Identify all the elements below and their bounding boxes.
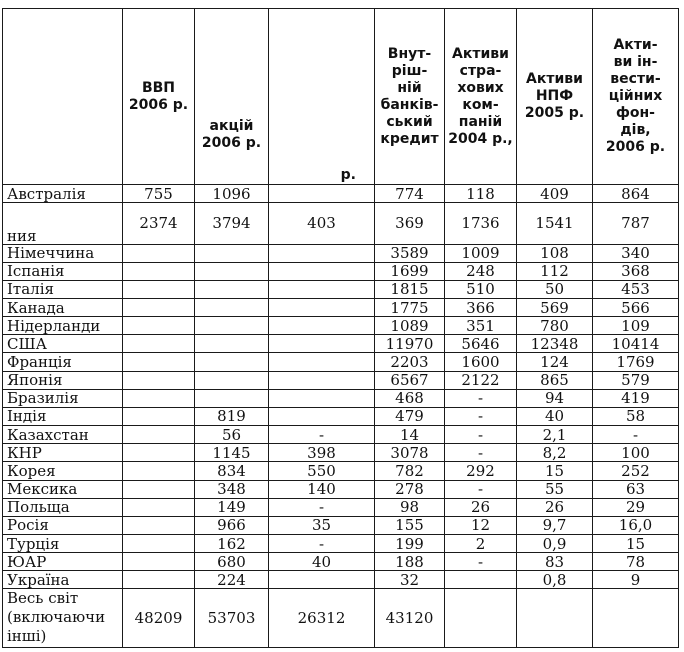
cell-domestic-credit: 188 — [375, 553, 445, 571]
header-line: банків- — [380, 96, 439, 113]
cell-bonds: 403 — [269, 203, 375, 244]
cell-country: Казахстан — [3, 426, 123, 444]
table-row — [3, 280, 679, 298]
cell-pension-assets — [517, 589, 593, 648]
cell-pension-assets: 0,9 — [517, 535, 593, 553]
table-row — [3, 353, 679, 371]
table-row — [3, 407, 679, 425]
header-line: 2005 р. — [524, 105, 585, 121]
cell-pension-assets: 409 — [517, 185, 593, 203]
cell-domestic-credit: 3589 — [375, 244, 445, 262]
cell-domestic-credit: 43120 — [375, 589, 445, 648]
cell-bonds: 398 — [269, 444, 375, 462]
cell-insurance-assets: - — [445, 426, 517, 444]
cell-pension-assets: 50 — [517, 280, 593, 298]
cell-country: Канада — [3, 298, 123, 316]
header-line: кредит — [380, 130, 439, 147]
header-fund-assets — [593, 9, 679, 185]
cell-domestic-credit: 369 — [375, 203, 445, 244]
cell-fund-assets: 16,0 — [593, 516, 679, 534]
cell-insurance-assets: - — [445, 553, 517, 571]
cell-fund-assets: - — [593, 426, 679, 444]
cell-fund-assets: 368 — [593, 262, 679, 280]
cell-bonds: - — [269, 535, 375, 553]
cell-insurance-assets: - — [445, 480, 517, 498]
table-row — [3, 389, 679, 407]
cell-fund-assets: 9 — [593, 571, 679, 589]
cell-stocks: 1096 — [195, 185, 269, 203]
cell-stocks — [195, 353, 269, 371]
cell-insurance-assets — [445, 571, 517, 589]
header-line: ком- — [462, 96, 499, 113]
cell-stocks: 53703 — [195, 589, 269, 648]
cell-insurance-assets: 12 — [445, 516, 517, 534]
cell-pension-assets: 865 — [517, 371, 593, 389]
cell-fund-assets: 109 — [593, 317, 679, 335]
header-line: стра- — [459, 62, 502, 79]
header-line: вести- — [610, 71, 661, 87]
cell-country: Бразилія — [3, 389, 123, 407]
table-row — [3, 185, 679, 203]
cell-insurance-assets: 1736 — [445, 203, 517, 244]
table-row — [3, 535, 679, 553]
cell-insurance-assets: - — [445, 407, 517, 425]
cell-domestic-credit: 2203 — [375, 353, 445, 371]
cell-fund-assets: 78 — [593, 553, 679, 571]
cell-gdp — [123, 480, 195, 498]
cell-stocks — [195, 389, 269, 407]
cell-bonds: - — [269, 426, 375, 444]
cell-gdp: 48209 — [123, 589, 195, 648]
cell-stocks — [195, 244, 269, 262]
cell-insurance-assets: 5646 — [445, 335, 517, 353]
header-line: Активи — [526, 71, 583, 87]
cell-country: Росія — [3, 516, 123, 534]
cell-country: Франція — [3, 353, 123, 371]
cell-domestic-credit: 6567 — [375, 371, 445, 389]
cell-bonds — [269, 335, 375, 353]
cell-bonds: - — [269, 498, 375, 516]
header-line: 2004 р., — [448, 130, 513, 147]
cell-pension-assets: 124 — [517, 353, 593, 371]
cell-pension-assets: 108 — [517, 244, 593, 262]
cell-country: США — [3, 335, 123, 353]
cell-pension-assets: 8,2 — [517, 444, 593, 462]
cell-gdp — [123, 244, 195, 262]
cell-fund-assets: 787 — [593, 203, 679, 244]
cell-domestic-credit: 98 — [375, 498, 445, 516]
cell-domestic-credit: 1775 — [375, 298, 445, 316]
header-line: 2006 р. — [201, 135, 262, 151]
header-line: акцій — [209, 118, 254, 134]
table-body — [3, 185, 679, 648]
header-line: паній — [458, 113, 503, 130]
cell-fund-assets — [593, 589, 679, 648]
cell-insurance-assets: 292 — [445, 462, 517, 480]
cell-stocks: 1145 — [195, 444, 269, 462]
cell-gdp — [123, 462, 195, 480]
table-row — [3, 426, 679, 444]
cell-stocks: 149 — [195, 498, 269, 516]
cell-bonds: 40 — [269, 553, 375, 571]
cell-stocks: 834 — [195, 462, 269, 480]
cell-bonds — [269, 389, 375, 407]
cell-gdp: 2374 — [123, 203, 195, 244]
cell-domestic-credit: 11970 — [375, 335, 445, 353]
header-line: НПФ — [535, 88, 574, 104]
cell-insurance-assets: 366 — [445, 298, 517, 316]
cell-stocks — [195, 371, 269, 389]
cell-insurance-assets: 118 — [445, 185, 517, 203]
cell-pension-assets: 12348 — [517, 335, 593, 353]
header-line: 2006 р. — [128, 96, 189, 113]
cell-stocks: 56 — [195, 426, 269, 444]
cell-gdp — [123, 317, 195, 335]
cell-bonds — [269, 407, 375, 425]
header-line: ріш- — [391, 62, 428, 79]
cell-gdp — [123, 389, 195, 407]
cell-gdp — [123, 426, 195, 444]
cell-pension-assets: 40 — [517, 407, 593, 425]
header-line: ВВП — [141, 79, 176, 96]
table-row — [3, 589, 679, 648]
cell-bonds — [269, 244, 375, 262]
cell-fund-assets: 100 — [593, 444, 679, 462]
table-row — [3, 298, 679, 316]
header-line: дів, — [620, 122, 651, 138]
cell-insurance-assets — [445, 589, 517, 648]
header-line: Акти- — [613, 37, 658, 53]
cell-fund-assets: 566 — [593, 298, 679, 316]
header-country — [3, 9, 123, 185]
cell-insurance-assets: 1600 — [445, 353, 517, 371]
cell-pension-assets: 9,7 — [517, 516, 593, 534]
cell-country: Україна — [3, 571, 123, 589]
table-row — [3, 516, 679, 534]
cell-fund-assets: 63 — [593, 480, 679, 498]
table-row — [3, 262, 679, 280]
cell-bonds — [269, 280, 375, 298]
header-line: ви ін- — [613, 54, 658, 70]
cell-pension-assets: 55 — [517, 480, 593, 498]
cell-domestic-credit: 1815 — [375, 280, 445, 298]
cell-fund-assets: 453 — [593, 280, 679, 298]
header-stocks — [195, 9, 269, 185]
cell-fund-assets: 15 — [593, 535, 679, 553]
cell-stocks: 680 — [195, 553, 269, 571]
cell-pension-assets: 83 — [517, 553, 593, 571]
cell-domestic-credit: 1699 — [375, 262, 445, 280]
cell-gdp — [123, 516, 195, 534]
cell-stocks: 966 — [195, 516, 269, 534]
cell-fund-assets: 864 — [593, 185, 679, 203]
cell-fund-assets: 1769 — [593, 353, 679, 371]
cell-bonds — [269, 262, 375, 280]
data-table — [2, 8, 679, 648]
cell-stocks — [195, 335, 269, 353]
cell-pension-assets: 780 — [517, 317, 593, 335]
header-gdp — [123, 9, 195, 185]
header-line: хових — [457, 79, 504, 96]
cell-pension-assets: 569 — [517, 298, 593, 316]
cell-bonds: 140 — [269, 480, 375, 498]
cell-fund-assets: 29 — [593, 498, 679, 516]
cell-stocks: 224 — [195, 571, 269, 589]
cell-gdp: 755 — [123, 185, 195, 203]
table-row — [3, 244, 679, 262]
cell-insurance-assets: 248 — [445, 262, 517, 280]
cell-bonds — [269, 317, 375, 335]
cell-stocks: 162 — [195, 535, 269, 553]
cell-country: Польща — [3, 498, 123, 516]
cell-bonds: 550 — [269, 462, 375, 480]
cell-pension-assets: 112 — [517, 262, 593, 280]
cell-bonds — [269, 298, 375, 316]
cell-country: Іспанія — [3, 262, 123, 280]
cell-gdp — [123, 298, 195, 316]
cell-pension-assets: 2,1 — [517, 426, 593, 444]
cell-gdp — [123, 407, 195, 425]
cell-gdp — [123, 371, 195, 389]
cell-domestic-credit: 278 — [375, 480, 445, 498]
cell-gdp — [123, 553, 195, 571]
cell-country: Турція — [3, 535, 123, 553]
cell-gdp — [123, 571, 195, 589]
cell-gdp — [123, 262, 195, 280]
cell-country: Італія — [3, 280, 123, 298]
cell-country: Нідерланди — [3, 317, 123, 335]
cell-domestic-credit: 774 — [375, 185, 445, 203]
cell-country: Австралія — [3, 185, 123, 203]
cell-bonds — [269, 353, 375, 371]
cell-gdp — [123, 535, 195, 553]
cell-country: Японія — [3, 371, 123, 389]
header-insurance-assets — [445, 9, 517, 185]
cell-gdp — [123, 335, 195, 353]
cell-domestic-credit: 1089 — [375, 317, 445, 335]
header-line: Внут- — [387, 45, 432, 62]
cell-domestic-credit: 14 — [375, 426, 445, 444]
cell-domestic-credit: 199 — [375, 535, 445, 553]
header-line: 2006 р. — [605, 139, 666, 155]
cell-insurance-assets: 351 — [445, 317, 517, 335]
cell-fund-assets: 579 — [593, 371, 679, 389]
cell-stocks: 348 — [195, 480, 269, 498]
cell-country: ния — [3, 203, 123, 244]
table-row — [3, 462, 679, 480]
cell-country: Мексика — [3, 480, 123, 498]
cell-fund-assets: 58 — [593, 407, 679, 425]
cell-insurance-assets: 510 — [445, 280, 517, 298]
cell-insurance-assets: 1009 — [445, 244, 517, 262]
cell-gdp — [123, 280, 195, 298]
table-row — [3, 203, 679, 244]
cell-stocks: 819 — [195, 407, 269, 425]
cell-fund-assets: 10414 — [593, 335, 679, 353]
header-pension-assets — [517, 9, 593, 185]
cell-stocks — [195, 280, 269, 298]
cell-country: КНР — [3, 444, 123, 462]
header-bonds — [269, 9, 375, 185]
cell-stocks — [195, 262, 269, 280]
header-line: ський — [386, 113, 433, 130]
header-line: ційних — [608, 88, 663, 104]
cell-stocks — [195, 298, 269, 316]
table-row — [3, 371, 679, 389]
table-row — [3, 498, 679, 516]
cell-pension-assets: 1541 — [517, 203, 593, 244]
cell-gdp — [123, 353, 195, 371]
table-row — [3, 480, 679, 498]
cell-stocks: 3794 — [195, 203, 269, 244]
header-line: Активи — [452, 45, 509, 62]
cell-country: Корея — [3, 462, 123, 480]
cell-domestic-credit: 468 — [375, 389, 445, 407]
cell-fund-assets: 252 — [593, 462, 679, 480]
header-line: фон- — [616, 105, 655, 121]
cell-domestic-credit: 32 — [375, 571, 445, 589]
cell-insurance-assets: - — [445, 389, 517, 407]
cell-pension-assets: 94 — [517, 389, 593, 407]
cell-pension-assets: 26 — [517, 498, 593, 516]
header-domestic-credit — [375, 9, 445, 185]
cell-insurance-assets: 26 — [445, 498, 517, 516]
cell-domestic-credit: 3078 — [375, 444, 445, 462]
table-row — [3, 553, 679, 571]
cell-pension-assets: 15 — [517, 462, 593, 480]
cell-country: Індія — [3, 407, 123, 425]
cell-bonds — [269, 371, 375, 389]
table-row — [3, 335, 679, 353]
header-row — [3, 9, 679, 185]
cell-pension-assets: 0,8 — [517, 571, 593, 589]
cell-gdp — [123, 444, 195, 462]
table-row — [3, 317, 679, 335]
cell-insurance-assets: - — [445, 444, 517, 462]
cell-bonds: 35 — [269, 516, 375, 534]
cell-insurance-assets: 2122 — [445, 371, 517, 389]
table-row — [3, 571, 679, 589]
cell-country: Німеччина — [3, 244, 123, 262]
cell-domestic-credit: 782 — [375, 462, 445, 480]
cell-bonds: 26312 — [269, 589, 375, 648]
cell-gdp — [123, 498, 195, 516]
cell-fund-assets: 419 — [593, 389, 679, 407]
header-line: р. — [340, 167, 356, 183]
cell-bonds — [269, 571, 375, 589]
cell-fund-assets: 340 — [593, 244, 679, 262]
table-row — [3, 444, 679, 462]
cell-stocks — [195, 317, 269, 335]
cell-domestic-credit: 155 — [375, 516, 445, 534]
cell-country: Весь світ (включаючи інші) — [3, 589, 123, 648]
cell-insurance-assets: 2 — [445, 535, 517, 553]
cell-domestic-credit: 479 — [375, 407, 445, 425]
header-line: ній — [397, 79, 422, 96]
cell-bonds — [269, 185, 375, 203]
cell-country: ЮАР — [3, 553, 123, 571]
